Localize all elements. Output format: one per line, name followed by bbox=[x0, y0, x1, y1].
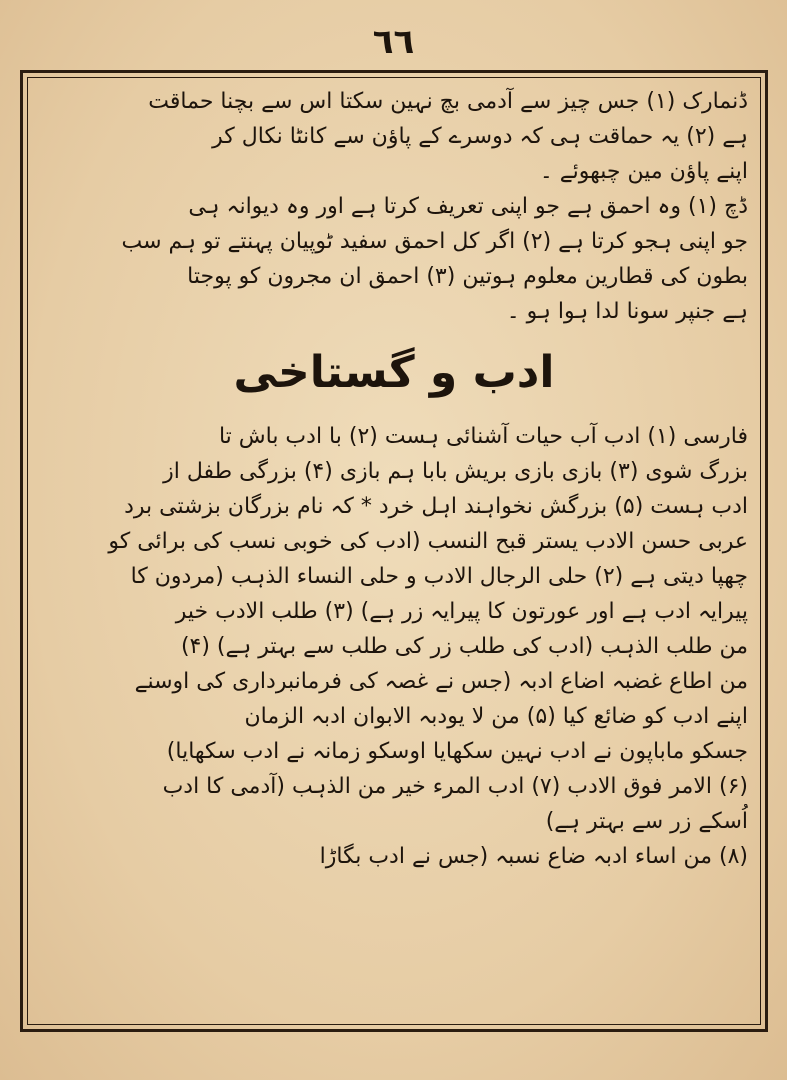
text-line: (۸) من اساء ادبہ ضاع نسبہ (جس نے ادب بگاڑا bbox=[319, 844, 748, 869]
text-line: عربی حسن الادب یستر قبح النسب (ادب کی خوبی نسب کی برائی کو bbox=[108, 529, 748, 554]
text-line: ڈچ (۱) وہ احمق ہے جو اپنی تعریف کرتا ہے اور وہ دیوانہ ہی bbox=[188, 194, 748, 219]
page-text bbox=[40, 84, 748, 1019]
text-line: ادب ہست (۵) بزرگش نخواہند اہل خرد * کہ نام بزرگان بزشتی برد bbox=[124, 494, 748, 519]
text-line: پیرایہ ادب ہے اور عورتون کا پیرایہ زر ہے) (۳) طلب الادب خیر bbox=[175, 599, 748, 624]
text-line: ہے جنپر سونا لدا ہوا ہو ۔ bbox=[506, 299, 748, 324]
text-line: اپنے ادب کو ضائع کیا (۵) من لا یودبہ الابوان ادبہ الزمان bbox=[244, 704, 748, 729]
text-line: اپنے پاؤن مین چبھوئے ۔ bbox=[539, 159, 748, 184]
text-line: من طلب الذہب (ادب کی طلب زر کی طلب سے بہتر ہے) (۴) bbox=[180, 634, 748, 659]
text-line: (۶) الامر فوق الادب (۷) ادب المرء خیر من الذہب (آدمی کا ادب bbox=[162, 774, 748, 799]
text-line: من اطاع غضبہ اضاع ادبہ (جس نے غصہ کی فرمانبرداری کی اوسنے bbox=[134, 669, 748, 694]
page-number: ٦٦ bbox=[372, 22, 415, 62]
text-line: جو اپنی ہجو کرتا ہے (۲) اگر کل احمق سفید ٹوپیان پہنتے تو ہم سب bbox=[121, 229, 748, 254]
text-line: بطون کی قطارین معلوم ہوتین (۳) احمق ان مجرون کو پوجتا bbox=[187, 264, 748, 289]
text-line: جسکو ماباپون نے ادب نہین سکھایا اوسکو زمانہ نے ادب سکھایا) bbox=[166, 739, 748, 764]
text-line: بزرگ شوی (۳) بازی بازی بریش بابا ہم بازی (۴) بزرگی طفل از bbox=[163, 459, 748, 484]
text-line: ڈنمارک (۱) جس چیز سے آدمی بچ نہین سکتا اس سے بچنا حماقت bbox=[148, 89, 748, 114]
section-title: ادب و گستاخی bbox=[233, 347, 555, 398]
text-line: اُسکے زر سے بہتر ہے) bbox=[545, 809, 748, 834]
text-line: ہے (۲) یہ حماقت ہی کہ دوسرے کے پاؤن سے کانٹا نکال کر bbox=[212, 124, 748, 149]
text-line: فارسی (۱) ادب آب حیات آشنائی ہست (۲) با ادب باش تا bbox=[218, 424, 748, 449]
text-line: چھپا دیتی ہے (۲) حلی الرجال الادب و حلی النساء الذہب (مردون کا bbox=[130, 564, 748, 589]
